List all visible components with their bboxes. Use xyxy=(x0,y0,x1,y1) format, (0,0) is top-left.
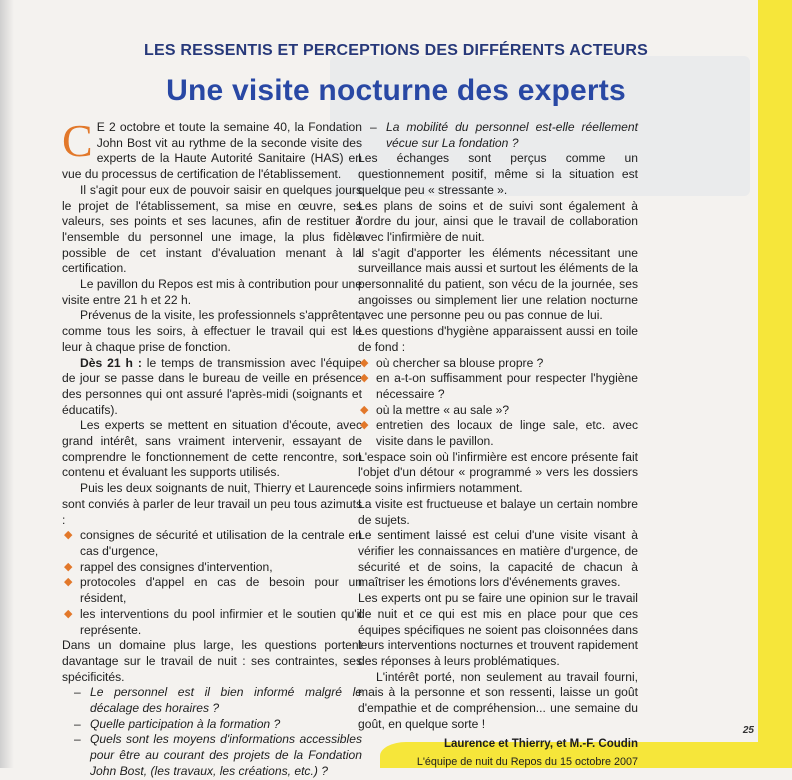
right-column xyxy=(358,120,638,771)
paragraph: Il s'agit d'apporter les éléments nécessitant une surveillance mais aussi et surtout les éléments de la personnalité du patient, son vécu de la journée, ses angoisses ou simplement lier une relation nocturne avec une personne peu ou pas connue de lui. xyxy=(358,245,638,323)
paragraph: Les échanges sont perçus comme un questionnement positif, même si la situation est quelque peu « stressante ». xyxy=(358,151,638,197)
list-item: ◆ protocoles d'appel en cas de besoin pour un résident, xyxy=(64,575,362,606)
yellow-side-band xyxy=(758,0,792,768)
diamond-bullet-icon: ◆ xyxy=(64,576,73,589)
paragraph: Prévenus de la visite, les professionnels s'apprêtent, comme tous les soirs, à effectuer le travail qui est le leur à chaque prise de fonction. xyxy=(62,308,362,354)
question-item: – Le personnel est il bien informé malgré le décalage des horaires ? xyxy=(74,685,362,716)
binding-shadow xyxy=(0,0,14,768)
article-title: Une visite nocturne des experts xyxy=(166,74,626,107)
paragraph: Dans un domaine plus large, les questions portent davantage sur le travail de nuit : ses contraintes, ses spécificités. xyxy=(62,638,362,684)
list-item: ◆ rappel des consignes d'intervention, xyxy=(64,559,273,574)
left-column xyxy=(62,115,362,780)
question-item: – Quelle participation à la formation ? xyxy=(74,716,281,731)
intro-paragraph: C E 2 octobre et toute la semaine 40, la Fondation John Bost vit au rythme de la seconde visite des experts de la Haute Autorité Sanitaire (HAS) en vue du processus de certification de l'établissement. xyxy=(62,115,362,182)
paragraph: Dès 21 h : le temps de transmission avec l'équipe de jour se passe dans le bureau de veille en présence des personnes qui ont assuré l'après-midi (soignants et éducatifs). xyxy=(62,355,362,417)
diamond-bullet-icon: ◆ xyxy=(64,529,73,542)
diamond-bullet-icon: ◆ xyxy=(360,372,369,385)
paragraph: Il s'agit pour eux de pouvoir saisir en quelques jours le projet de l'établissement, sa mise en œuvre, ses valeurs, ses points et ses lacunes, afin de restituer à l'ensemble du personnel une image, la plus fidèle possible de cet instant d'évaluation menant à la certification. xyxy=(62,182,362,276)
diamond-bullet-icon: ◆ xyxy=(360,419,369,432)
paragraph: L'espace soin où l'infirmière est encore présente fait l'objet d'un détour « programmé » vers les dossiers de soins infirmiers notamment. xyxy=(358,449,638,496)
diamond-bullet-icon: ◆ xyxy=(360,356,369,369)
time-label: Dès 21 h : xyxy=(80,355,142,370)
diamond-bullet-icon: ◆ xyxy=(64,607,73,620)
question-item: – La mobilité du personnel est-elle réellement vécue sur La fondation ? xyxy=(370,120,638,150)
signature-subline: L'équipe de nuit du Repos du 15 octobre 2007 xyxy=(416,756,638,769)
diamond-bullet-icon: ◆ xyxy=(360,403,369,416)
page-number: 25 xyxy=(742,725,754,736)
list-item: ◆ où la mettre « au sale »? xyxy=(360,402,510,417)
question-item: – Quels sont les moyens d'informations accessibles pour être au courant des projets de la Fondation John Bost, (les travaux, les créations, etc.) ? xyxy=(74,732,362,778)
list-item: ◆ entretien des locaux de linge sale, etc. avec visite dans le pavillon. xyxy=(360,418,638,449)
paragraph: Les experts ont pu se faire une opinion sur le travail de nuit et ce qui est mis en place pour que ces équipes spécifiques ne soient pas cloisonnées dans leurs interventions nocturnes et trouvent rapidement des réponses à leurs problématiques. xyxy=(358,591,638,668)
signature: Laurence et Thierry, et M.-F. Coudin xyxy=(443,738,638,751)
paragraph: L'intérêt porté, non seulement au travail fourni, mais à la personne et son ressenti, laisse un goût d'empathie et de compréhension... une semaine du goût, en quelque sorte ! xyxy=(358,669,638,731)
drop-cap: C xyxy=(62,115,93,166)
list-item: ◆ les interventions du pool infirmier et le soutien qu'il représente. xyxy=(64,606,362,637)
paragraph: Le pavillon du Repos est mis à contribution pour une visite entre 21 h et 22 h. xyxy=(62,277,362,307)
paragraph: Les experts se mettent en situation d'écoute, avec grand intérêt, sans vraiment intervenir, essayant de comprendre le fonctionnement de cette rencontre, son contenu et évaluant les supports utilisés. xyxy=(62,418,362,480)
diamond-bullet-icon: ◆ xyxy=(64,560,73,573)
list-item: ◆ où chercher sa blouse propre ? xyxy=(360,355,544,370)
paragraph: Puis les deux soignants de nuit, Thierry et Laurence, sont conviés à parler de leur travail un peu tous azimuts : xyxy=(62,481,362,527)
list-item: ◆ consignes de sécurité et utilisation de la centrale en cas d'urgence, xyxy=(64,528,362,558)
section-header: LES RESSENTIS ET PERCEPTIONS DES DIFFÉRENTS ACTEURS xyxy=(144,42,648,59)
paragraph: Les questions d'hygiène apparaissent aussi en toile de fond : xyxy=(358,324,638,354)
paragraph: Le sentiment laissé est celui d'une visite visant à vérifier les connaissances en matière d'urgence, de sécurité et de soins, la capacité de chacun à maîtriser les émotions lors d'événements graves. xyxy=(358,528,638,590)
list-item: ◆ en a-t-on suffisamment pour respecter l'hygiène nécessaire ? xyxy=(360,371,638,401)
paragraph: Les plans de soins et de suivi sont également à l'ordre du jour, ainsi que le travail de collaboration avec l'infirmière de nuit. xyxy=(358,198,638,244)
paragraph: La visite est fructueuse et balaye un certain nombre de sujets. xyxy=(358,496,638,527)
